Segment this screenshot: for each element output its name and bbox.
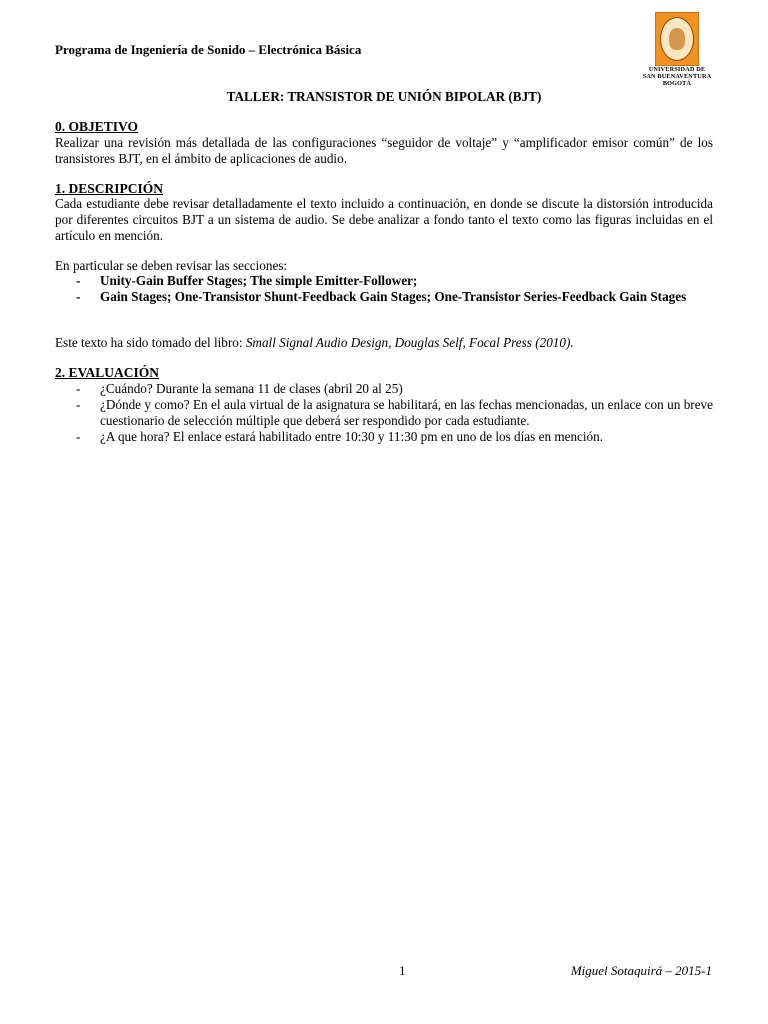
descripcion-text: Cada estudiante debe revisar detalladamente el texto incluido a continuación, en donde se discute la distorsión introducida por diferentes circuitos BJT a un sistema de audio. Se debe analizar a fondo tanto el texto como las figuras incluidas en el artículo en mención.	[55, 196, 713, 243]
evaluacion-heading: 2. EVALUACIÓN	[55, 365, 160, 380]
source-prefix: Este texto ha sido tomado del libro:	[55, 335, 246, 350]
footer-author: Miguel Sotaquirá – 2015-1	[570, 963, 712, 978]
source-line	[55, 335, 713, 351]
document-title: TALLER: TRANSISTOR DE UNIÓN BIPOLAR (BJT)	[226, 89, 542, 104]
evaluacion-item: ¿A que hora? El enlace estará habilitado entre 10:30 y 11:30 pm en uno de los días en mención.	[100, 429, 604, 444]
bullet-marker: -	[76, 273, 81, 288]
sections-list	[55, 273, 713, 305]
evaluacion-list	[55, 381, 713, 445]
bullet-marker: -	[76, 429, 81, 444]
section-name: Gain Stages; One-Transistor Shunt-Feedback Gain Stages; One-Transistor Series-Feedback Gain Stages	[100, 289, 687, 304]
logo-caption-line: UNIVERSIDAD DE	[648, 66, 706, 73]
objetivo-text: Realizar una revisión más detallada de las configuraciones “seguidor de voltaje” y “amplificador emisor común” de los transistores BJT, en el ámbito de aplicaciones de audio.	[55, 135, 713, 166]
list-item	[55, 289, 713, 305]
evaluacion-item: ¿Cuándo? Durante la semana 11 de clases (abril 20 al 25)	[100, 381, 403, 396]
logo-caption	[632, 66, 722, 87]
evaluacion-item: ¿Dónde y como? En el aula virtual de la asignatura se habilitará, en las fechas mencionadas, un enlace con un breve cuestionario de selección múltiple que deberá ser respondido por cada estudiante.	[100, 397, 713, 428]
bullet-marker: -	[76, 289, 81, 304]
seal-icon	[660, 17, 694, 61]
list-item	[55, 397, 713, 429]
source-book: Small Signal Audio Design, Douglas Self, Focal Press (2010).	[245, 335, 574, 350]
sections-intro: En particular se deben revisar las secciones:	[55, 258, 288, 273]
descripcion-heading: 1. DESCRIPCIÓN	[55, 181, 164, 196]
program-header: Programa de Ingeniería de Sonido – Electrónica Básica	[55, 42, 362, 57]
logo-caption-line: BOGOTÁ	[662, 80, 692, 87]
bullet-marker: -	[76, 381, 81, 396]
page-number: 1	[399, 963, 406, 978]
list-item	[55, 273, 713, 289]
bullet-marker: -	[76, 397, 81, 412]
seal-figure-icon	[669, 28, 685, 50]
logo-caption-line: SAN BUENAVENTURA	[642, 73, 712, 80]
list-item	[55, 381, 713, 397]
list-item	[55, 429, 713, 445]
university-logo	[655, 12, 699, 66]
section-name: Unity-Gain Buffer Stages; The simple Emitter-Follower;	[100, 273, 418, 288]
objetivo-heading: 0. OBJETIVO	[55, 119, 138, 134]
